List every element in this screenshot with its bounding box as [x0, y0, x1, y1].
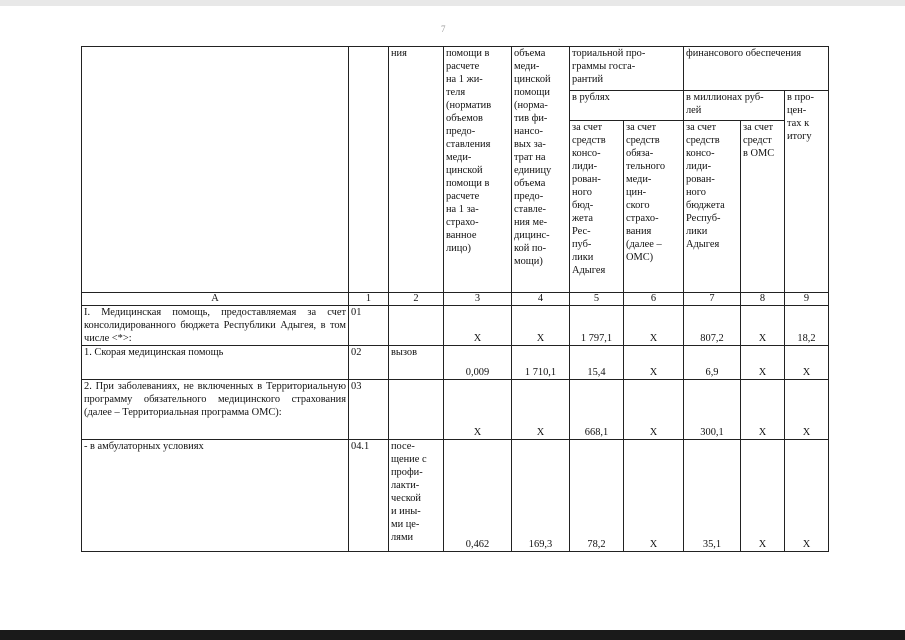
column-number-row — [82, 293, 829, 306]
row-value-8: X — [741, 440, 785, 552]
row-value-5: 1 797,1 — [570, 306, 624, 346]
row-value-8: X — [741, 306, 785, 346]
row-value-3: 0,009 — [444, 346, 512, 380]
row-code: 01 — [349, 306, 389, 346]
row-unit — [389, 380, 444, 440]
row-value-7: 807,2 — [684, 306, 741, 346]
row-value-6: X — [624, 440, 684, 552]
row-value-3: 0,462 — [444, 440, 512, 552]
table-row — [82, 346, 829, 380]
financing-table — [81, 46, 829, 552]
row-value-9: X — [785, 346, 829, 380]
row-name: - в амбулаторных условиях — [82, 440, 349, 552]
header-col-5: за счет средств консо- лиди- рован- ного бюд- жета Рес- пуб- лики Адыгея — [570, 121, 624, 293]
row-name: I. Медицинская помощь, предоставляемая за счет консолидированного бюджета Республики Адыгея, в том числе <*>: — [82, 306, 349, 346]
row-value-4: X — [512, 380, 570, 440]
row-value-4: X — [512, 306, 570, 346]
row-code: 04.1 — [349, 440, 389, 552]
row-value-6: X — [624, 380, 684, 440]
row-value-7: 6,9 — [684, 346, 741, 380]
column-number: 7 — [684, 293, 741, 306]
row-value-7: 35,1 — [684, 440, 741, 552]
row-name: 2. При заболеваниях, не включенных в Территориальную программу обязательного медицинского страхования (далее – Территориальная программа ОМС): — [82, 380, 349, 440]
column-number: 6 — [624, 293, 684, 306]
column-number: 4 — [512, 293, 570, 306]
row-value-7: 300,1 — [684, 380, 741, 440]
row-value-8: X — [741, 346, 785, 380]
row-unit: вызов — [389, 346, 444, 380]
header-col-7: за счет средств консо- лиди- рован- ного бюджета Респуб- лики Адыгея — [684, 121, 741, 293]
row-value-9: X — [785, 440, 829, 552]
row-value-6: X — [624, 306, 684, 346]
table-row — [82, 380, 829, 440]
header-financing-group: финансового обеспечения — [684, 47, 829, 91]
row-value-9: 18,2 — [785, 306, 829, 346]
row-name: 1. Скорая медицинская помощь — [82, 346, 349, 380]
row-value-4: 1 710,1 — [512, 346, 570, 380]
header-millions: в миллионах руб- лей — [684, 91, 785, 121]
column-number: 1 — [349, 293, 389, 306]
row-code: 03 — [349, 380, 389, 440]
row-value-3: X — [444, 380, 512, 440]
column-number: 9 — [785, 293, 829, 306]
header-col-6: за счет средств обяза- тельного меди- цин- ского страхо- вания (далее – ОМС) — [624, 121, 684, 293]
header-row-1 — [82, 47, 829, 91]
header-col-8: за счет средст в ОМС — [741, 121, 785, 293]
column-number: 2 — [389, 293, 444, 306]
row-value-5: 78,2 — [570, 440, 624, 552]
page-number: 7 — [441, 24, 446, 34]
header-col-3: помощи в расчете на 1 жи- теля (норматив объемов предо- ставления меди- цинской помощи в расчете на 1 за- страхо- ванное лицо) — [444, 47, 512, 293]
column-number: А — [82, 293, 349, 306]
row-code: 02 — [349, 346, 389, 380]
row-value-4: 169,3 — [512, 440, 570, 552]
column-number: 3 — [444, 293, 512, 306]
header-unit: ния — [389, 47, 444, 293]
header-col-a — [82, 47, 349, 293]
row-value-9: X — [785, 380, 829, 440]
row-unit: посе- щение с профи- лакти- ческой и ины- ми це- лями — [389, 440, 444, 552]
row-value-6: X — [624, 346, 684, 380]
column-number: 5 — [570, 293, 624, 306]
table-row — [82, 306, 829, 346]
row-unit — [389, 306, 444, 346]
scan-top-edge — [0, 0, 905, 6]
column-number: 8 — [741, 293, 785, 306]
row-value-8: X — [741, 380, 785, 440]
row-value-3: X — [444, 306, 512, 346]
header-program-group: ториальной про- граммы госга- рантий — [570, 47, 684, 91]
header-rubles: в рублях — [570, 91, 684, 121]
header-col-1 — [349, 47, 389, 293]
row-value-5: 15,4 — [570, 346, 624, 380]
header-col-9: в про- цен- тах к итогу — [785, 91, 829, 293]
table-row — [82, 440, 829, 552]
header-col-4: объема меди- цинской помощи (норма- тив фи- нансо- вых за- трат на единицу объема предо- ставле- ния ме- дицинс- кой по- мощи) — [512, 47, 570, 293]
row-value-5: 668,1 — [570, 380, 624, 440]
scan-bottom-edge — [0, 630, 905, 640]
